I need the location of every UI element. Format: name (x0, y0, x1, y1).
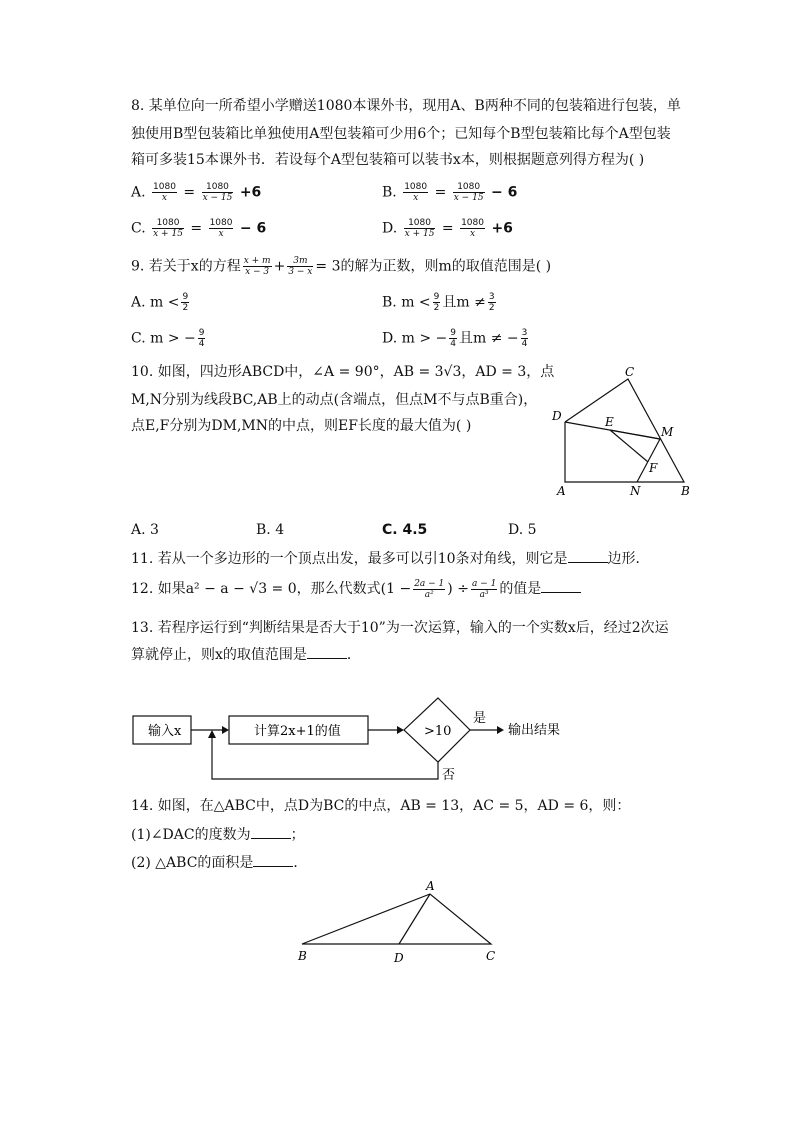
label-d: D (394, 951, 404, 965)
segment-ef (610, 430, 648, 462)
arrow-head (497, 726, 504, 734)
q9-option-a: A. m < $\frac{9}{2}$ (131, 292, 189, 313)
q10-line-1: 10. 如图，四边形ABCD中，∠A = 90°，AB = 3√3，AD = 3，点 (131, 364, 555, 380)
q12-stem: 12. 如果a² − a − √3 = 0，那么代数式(1 − $\frac{2a - 1}{\text{a²}}$ ) ÷ $\frac{a - 1}{\text{a³}}$ 的值是 (131, 578, 581, 600)
fraction: $\frac{1080}{x + 15}$ (404, 218, 435, 239)
flow-loop-line (212, 735, 438, 779)
q10-quadrilateral-figure (548, 364, 708, 506)
label-b: B (681, 484, 690, 498)
fraction: $\frac{1080}{x}$ (461, 218, 484, 239)
answer-blank (251, 824, 291, 839)
flow-input-text: 输入x (148, 724, 182, 739)
fraction: $\frac{a - 1}{\text{a³}}$ (471, 578, 497, 600)
label-e: E (605, 415, 614, 429)
q11-stem: 11. 若从一个多边形的一个顶点出发，最多可以引10条对角线，则它是 边形． (131, 548, 650, 569)
triangle-abc (302, 894, 491, 944)
fraction: $\frac{9}{2}$ (182, 292, 189, 313)
flow-output-text: 输出结果 (508, 723, 561, 738)
q13-line-1: 13. 若程序运行到“判断结果是否大于10”为一次运算，输入的一个实数x后，经过2次运 (131, 620, 669, 636)
segment-ad (399, 894, 430, 944)
fraction: $\frac{3}{4}$ (521, 328, 528, 349)
q10-line-3: 点E,F分别为DM,MN的中点，则EF长度的最大值为( ) (131, 418, 472, 434)
flow-judge-text: >10 (424, 724, 452, 739)
fraction: $\frac{1080}{x - 15}$ (453, 182, 484, 203)
q14-line-1: 14. 如图，在△ABC中，点D为BC的中点，AB = 13，AC = 5，AD = 6，则： (131, 798, 631, 814)
label-d: D (552, 409, 562, 423)
label-c: C (625, 365, 635, 379)
flow-no-label: 否 (442, 768, 456, 783)
label-b: B (298, 949, 307, 963)
fraction: $\frac{1080}{x - 15}$ (202, 182, 233, 203)
fraction: $\frac{2a - 1}{\text{a²}}$ (414, 578, 445, 600)
q14-line-2: (1)∠DAC的度数为 ； (131, 824, 305, 845)
fraction: $\frac{x + m}{x - 3}$ (243, 256, 271, 277)
fraction: $\frac{1080}{x}$ (209, 218, 233, 239)
answer-blank (253, 852, 293, 867)
q8-option-b: B. $\frac{1080}{x}$ = $\frac{1080}{x - 15}$ − 6 (382, 182, 518, 203)
label-f: F (649, 461, 658, 475)
fraction: $\frac{9}{4}$ (198, 328, 205, 349)
q10-line-2: M,N分别为线段BC,AB上的动点(含端点，但点M不与点B重合)， (131, 392, 538, 408)
q9-option-c: C. m > − $\frac{9}{4}$ (131, 328, 205, 349)
answer-blank (307, 644, 347, 659)
q10-option-b: B. 4 (256, 522, 285, 538)
fraction: $\frac{1080}{x + 15}$ (153, 218, 183, 239)
fraction: $\frac{9}{2}$ (433, 292, 440, 313)
q9-stem: 9. 若关于x的方程 $\frac{x + m}{x - 3}$ + $\frac{3m}{3 - x}$ = 3的解为正数，则m的取值范围是( ) (131, 256, 552, 277)
label-a: A (557, 484, 566, 498)
flow-compute-text: 计算2x+1的值 (254, 724, 341, 739)
flow-yes-label: 是 (473, 711, 487, 726)
q8-line-1: 8. 某单位向一所希望小学赠送1080本课外书，现用A、B两种不同的包装箱进行包装，单 (131, 98, 681, 114)
label-n: N (630, 484, 641, 498)
q8-option-a: A. $\frac{1080}{x}$ = $\frac{1080}{x - 15}$ +6 (131, 182, 262, 203)
answer-blank (568, 548, 608, 563)
fraction: $\frac{1080}{x}$ (153, 182, 176, 203)
q13-line-2: 算就停止，则x的取值范围是 ． (131, 644, 361, 665)
q8-option-c: C. $\frac{1080}{x + 15}$ = $\frac{1080}{x}$ − 6 (131, 218, 267, 239)
arrow-head (397, 726, 404, 734)
arrow-head (208, 730, 216, 738)
segment-em (610, 430, 660, 439)
q9-option-b: B. m < $\frac{9}{2}$ 且m ≠ $\frac{3}{2}$ (382, 292, 495, 313)
answer-blank (541, 578, 581, 593)
q14-triangle-figure (290, 876, 510, 968)
q8-line-3: 箱可多装15本课外书．若设每个A型包装箱可以装书x本，则根据题意列得方程为( ) (131, 152, 645, 168)
q8-line-2: 独使用B型包装箱比单独使用A型包装箱可少用6个；已知每个B型包装箱比每个A型包装 (131, 126, 671, 142)
q14-line-3: (2) △ABC的面积是 ． (131, 852, 307, 873)
q10-option-a: A. 3 (131, 522, 159, 538)
q10-option-c: C. 4.5 (382, 522, 428, 538)
label-a: A (426, 879, 435, 893)
fraction: $\frac{1080}{x}$ (404, 182, 428, 203)
q8-option-d: D. $\frac{1080}{x + 15}$ = $\frac{1080}{x}$ +6 (382, 218, 513, 239)
arrow-head (222, 726, 229, 734)
fraction: $\frac{3m}{3 - x}$ (288, 256, 313, 277)
fraction: $\frac{3}{2}$ (488, 292, 495, 313)
q13-flowchart (128, 694, 578, 786)
label-m: M (661, 425, 674, 439)
q9-option-d: D. m > − $\frac{9}{4}$ 且m ≠ − $\frac{3}{4}$ (382, 328, 528, 349)
fraction: $\frac{9}{4}$ (450, 328, 456, 349)
q10-option-d: D. 5 (508, 522, 537, 538)
label-c: C (486, 949, 496, 963)
